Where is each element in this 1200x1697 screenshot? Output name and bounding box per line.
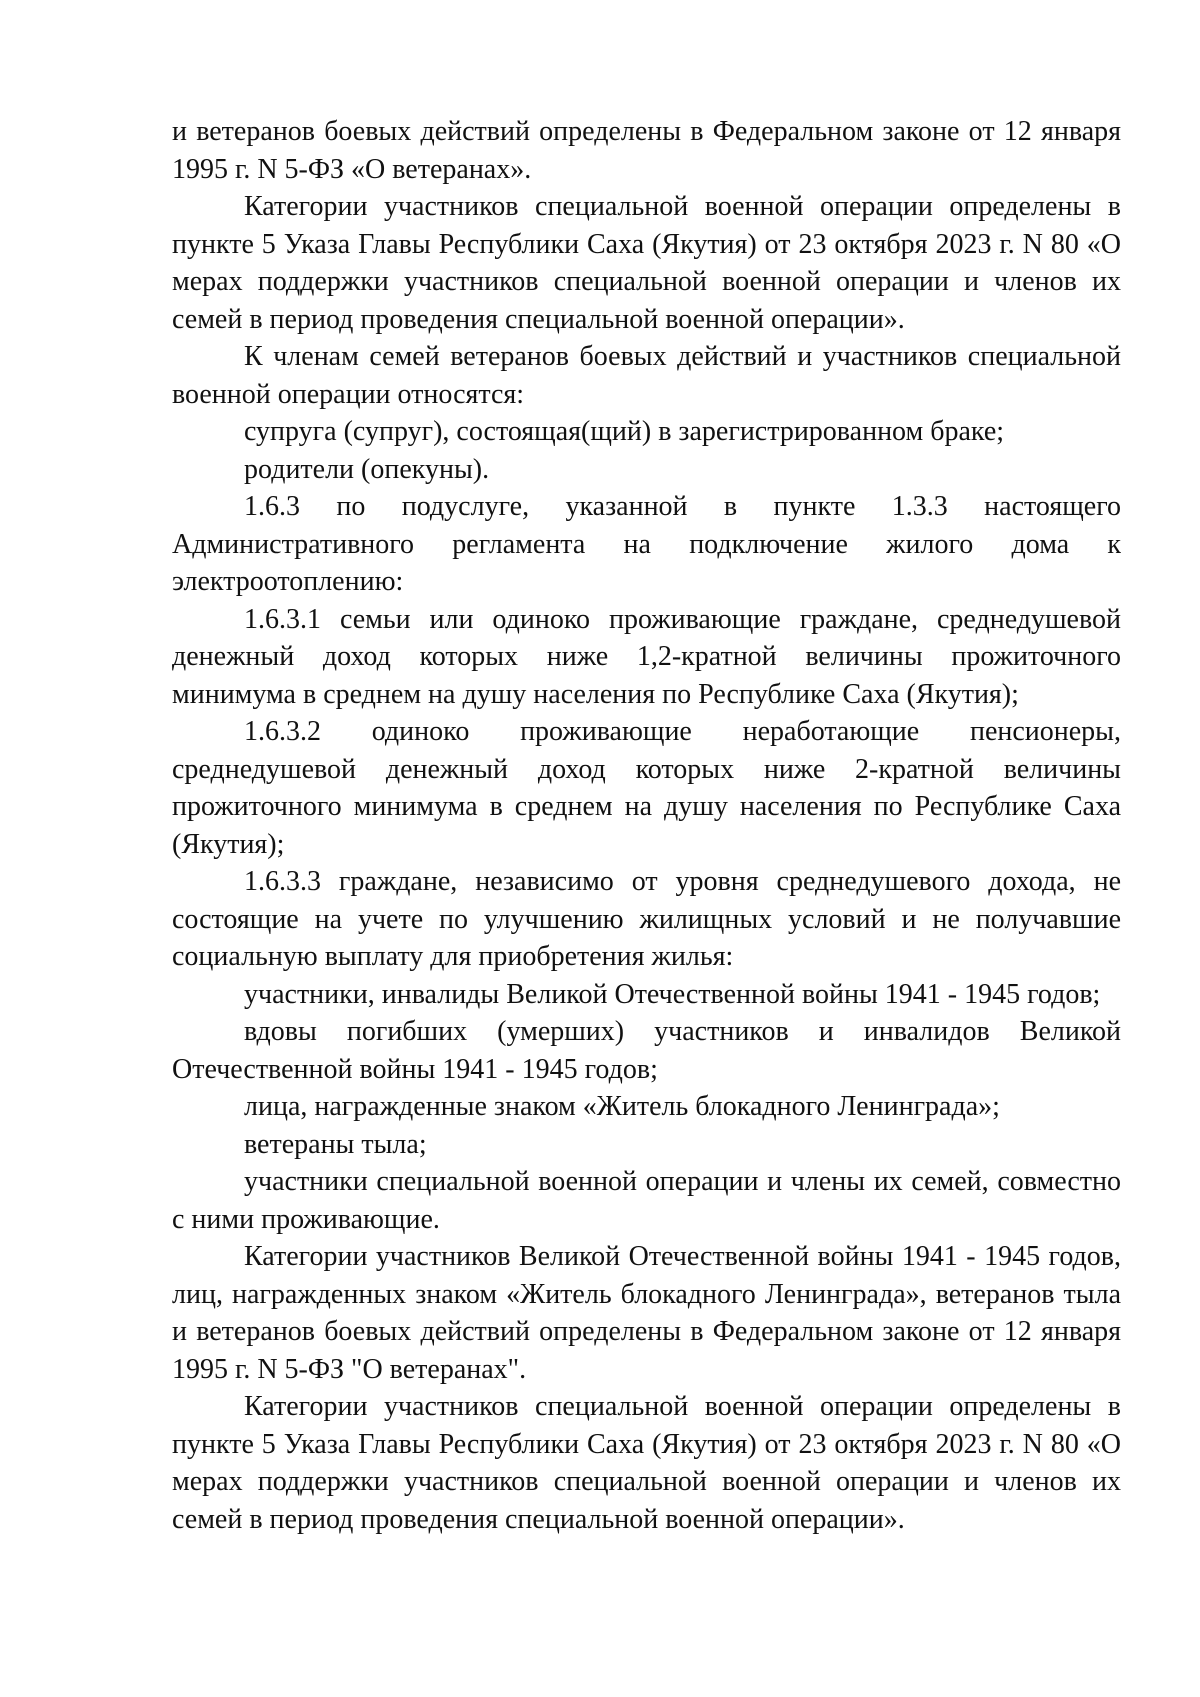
paragraph: и ветеранов боевых действий определены в Федеральном законе от 12 января 1995 г. N 5-ФЗ «О ветеранах». bbox=[172, 116, 1121, 185]
paragraph: К членам семей ветеранов боевых действий и участников специальной военной операции относятся: bbox=[172, 341, 1121, 410]
paragraph: 1.6.3 по подуслуге, указанной в пункте 1.3.3 настоящего Административного регламента на подключение жилого дома к электроотоплению: bbox=[172, 491, 1121, 597]
paragraph: Категории участников специальной военной операции определены в пункте 5 Указа Главы Республики Саха (Якутия) от 23 октября 2023 г. N 80 «О мерах поддержки участников специальной военной операции и членов их семей в период проведения специальной военной операции». bbox=[172, 1391, 1121, 1535]
paragraph: 1.6.3.2 одиноко проживающие неработающие пенсионеры, среднедушевой денежный доход которых ниже 2-кратной величины прожиточного минимума в среднем на душу населения по Республике Саха (Якутия); bbox=[172, 716, 1121, 860]
list-item: ветераны тыла; bbox=[244, 1128, 427, 1160]
paragraph: 1.6.3.3 граждане, независимо от уровня среднедушевого дохода, не состоящие на учете по улучшению жилищных условий и не получавшие социальную выплату для приобретения жилья: bbox=[172, 866, 1121, 972]
document-page bbox=[172, 113, 1121, 1538]
paragraph: Категории участников Великой Отечественной войны 1941 - 1945 годов, лиц, награжденных знаком «Житель блокадного Ленинграда», ветеранов тыла и ветеранов боевых действий определены в Федеральном законе от 12 января 1995 г. N 5-ФЗ "О ветеранах". bbox=[172, 1241, 1121, 1385]
list-item: участники, инвалиды Великой Отечественной войны 1941 - 1945 годов; bbox=[244, 978, 1101, 1010]
list-item: вдовы погибших (умерших) участников и инвалидов Великой Отечественной войны 1941 - 1945 годов; bbox=[172, 1016, 1121, 1085]
paragraph: 1.6.3.1 семьи или одиноко проживающие граждане, среднедушевой денежный доход которых ниже 1,2-кратной величины прожиточного минимума в среднем на душу населения по Республике Саха (Якутия); bbox=[172, 603, 1121, 710]
paragraph: Категории участников специальной военной операции определены в пункте 5 Указа Главы Республики Саха (Якутия) от 23 октября 2023 г. N 80 «О мерах поддержки участников специальной военной операции и членов их семей в период проведения специальной военной операции». bbox=[172, 191, 1121, 335]
list-item: родители (опекуны). bbox=[244, 453, 490, 485]
list-item: лица, награжденные знаком «Житель блокадного Ленинграда»; bbox=[244, 1091, 1000, 1122]
list-item: супруга (супруг), состоящая(щий) в зарегистрированном браке; bbox=[244, 416, 1005, 447]
list-item: участники специальной военной операции и члены их семей, совместно с ними проживающие. bbox=[172, 1166, 1121, 1235]
